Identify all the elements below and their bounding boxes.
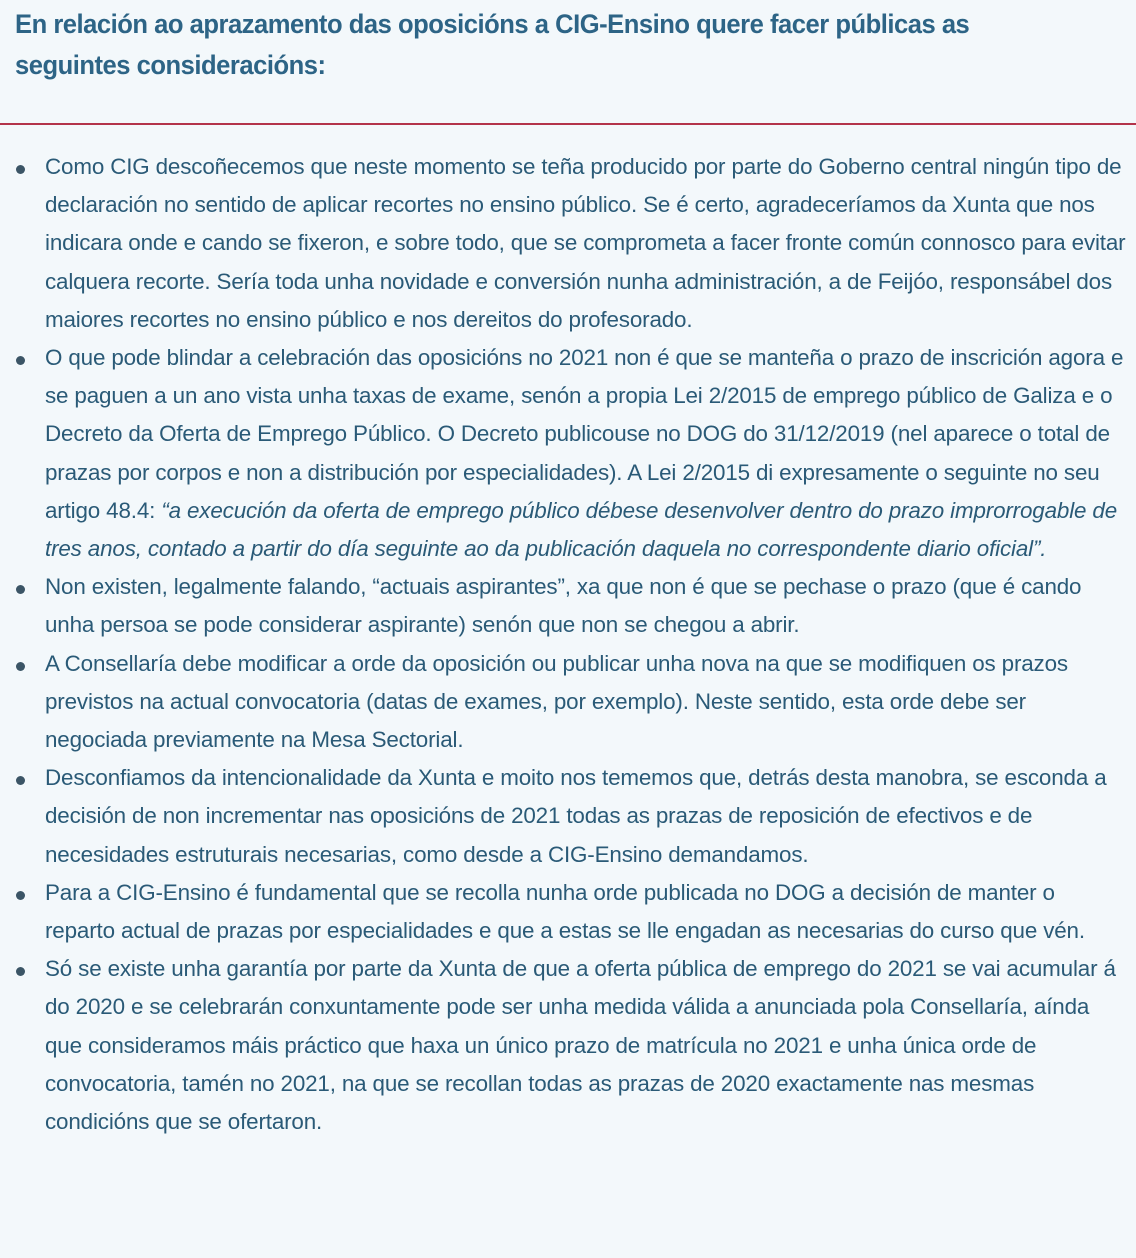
list-item-text: Non existen, legalmente falando, “actuais aspirantes”, xa que non é que se pechase o prazo (que é cando unha persoa se pode considerar aspirante) senón que non se chegou a abrir. (45, 574, 1082, 638)
bullet-icon (16, 165, 25, 174)
list-item-text: Para a CIG-Ensino é fundamental que se recolla nunha orde publicada no DOG a decisión de manter o reparto actual de prazas por especialidades e que a estas se lle engadan as necesarias do curso que vén. (45, 879, 1085, 944)
list-item-text (45, 345, 1123, 561)
section-heading: En relación ao aprazamento das oposicións a CIG-Ensino quere facer públicas as seguintes consideracións: (15, 9, 970, 80)
bullet-icon (16, 356, 25, 365)
bullet-icon (16, 776, 25, 785)
heading-divider (0, 123, 1136, 125)
list-item (0, 950, 1136, 1141)
list-item-text-body: O que pode blindar a celebración das oposicións no 2021 non é que se manteña o prazo de inscrición agora e se paguen a un ano vista unha taxas de exame, senón a propia Lei 2/2015 de emprego público de Galiza e o Decreto da Oferta de Emprego Público. O Decreto publicouse no DOG do 31/12/2019 (nel aparece o total de prazas por corpos e non a distribución por especialidades). A Lei 2/2015 di expresamente o seguinte no seu artigo 48.4: (45, 345, 1124, 523)
list-item-text: Só se existe unha garantía por parte da Xunta de que a oferta pública de emprego do 2021 se vai acumular á do 2020 e se celebrarán conxuntamente pode ser unha medida válida a anunciada pola Consellaría, aínda que consideramos máis práctico que haxa un único prazo de matrícula no 2021 e unha única orde de convocatoria, tamén no 2021, na que se recollan todas as prazas de 2020 exactamente nas mesmas condicións que se ofertaron. (45, 956, 1116, 1135)
bullet-icon (16, 967, 25, 976)
list-item-text: Desconfiamos da intencionalidade da Xunta e moito nos tememos que, detrás desta manobra, se esconda a decisión de non incrementar nas oposicións de 2021 todas as prazas de reposición de efectivos e de necesidades estruturais necesarias, como desde a CIG-Ensino demandamos. (45, 765, 1107, 867)
law-quote: “a execución da oferta de emprego público débese desenvolver dentro do prazo improrrogable de tres anos, contado a partir do día seguinte ao da publicación daquela no correspondente diario oficial”. (45, 497, 1117, 562)
bullet-icon (16, 662, 25, 671)
considerations-list (0, 148, 1136, 1141)
list-item (0, 339, 1136, 568)
list-item-text: A Consellaría debe modificar a orde da oposición ou publicar unha nova na que se modifiquen os prazos previstos na actual convocatoria (datas de exames, por exemplo). Neste sentido, esta orde debe ser negociada previamente na Mesa Sectorial. (45, 650, 1068, 753)
bullet-icon (16, 891, 25, 900)
list-item (0, 874, 1136, 950)
list-item (0, 759, 1136, 874)
list-item (0, 568, 1136, 644)
list-item (0, 148, 1136, 339)
list-item (0, 645, 1136, 760)
list-item-text: Como CIG descoñecemos que neste momento se teña producido por parte do Goberno central ningún tipo de declaración no sentido de aplicar recortes no ensino público. Se é certo, agradeceríamos da Xunta que nos indicara onde e cando se fixeron, e sobre todo, que se comprometa a facer fronte común connosco para evitar calquera recorte. Sería toda unha novidade e conversión nunha administración, a de Feijóo, responsábel dos maiores recortes no ensino público e nos dereitos do profesorado. (45, 154, 1126, 332)
bullet-icon (16, 585, 25, 594)
